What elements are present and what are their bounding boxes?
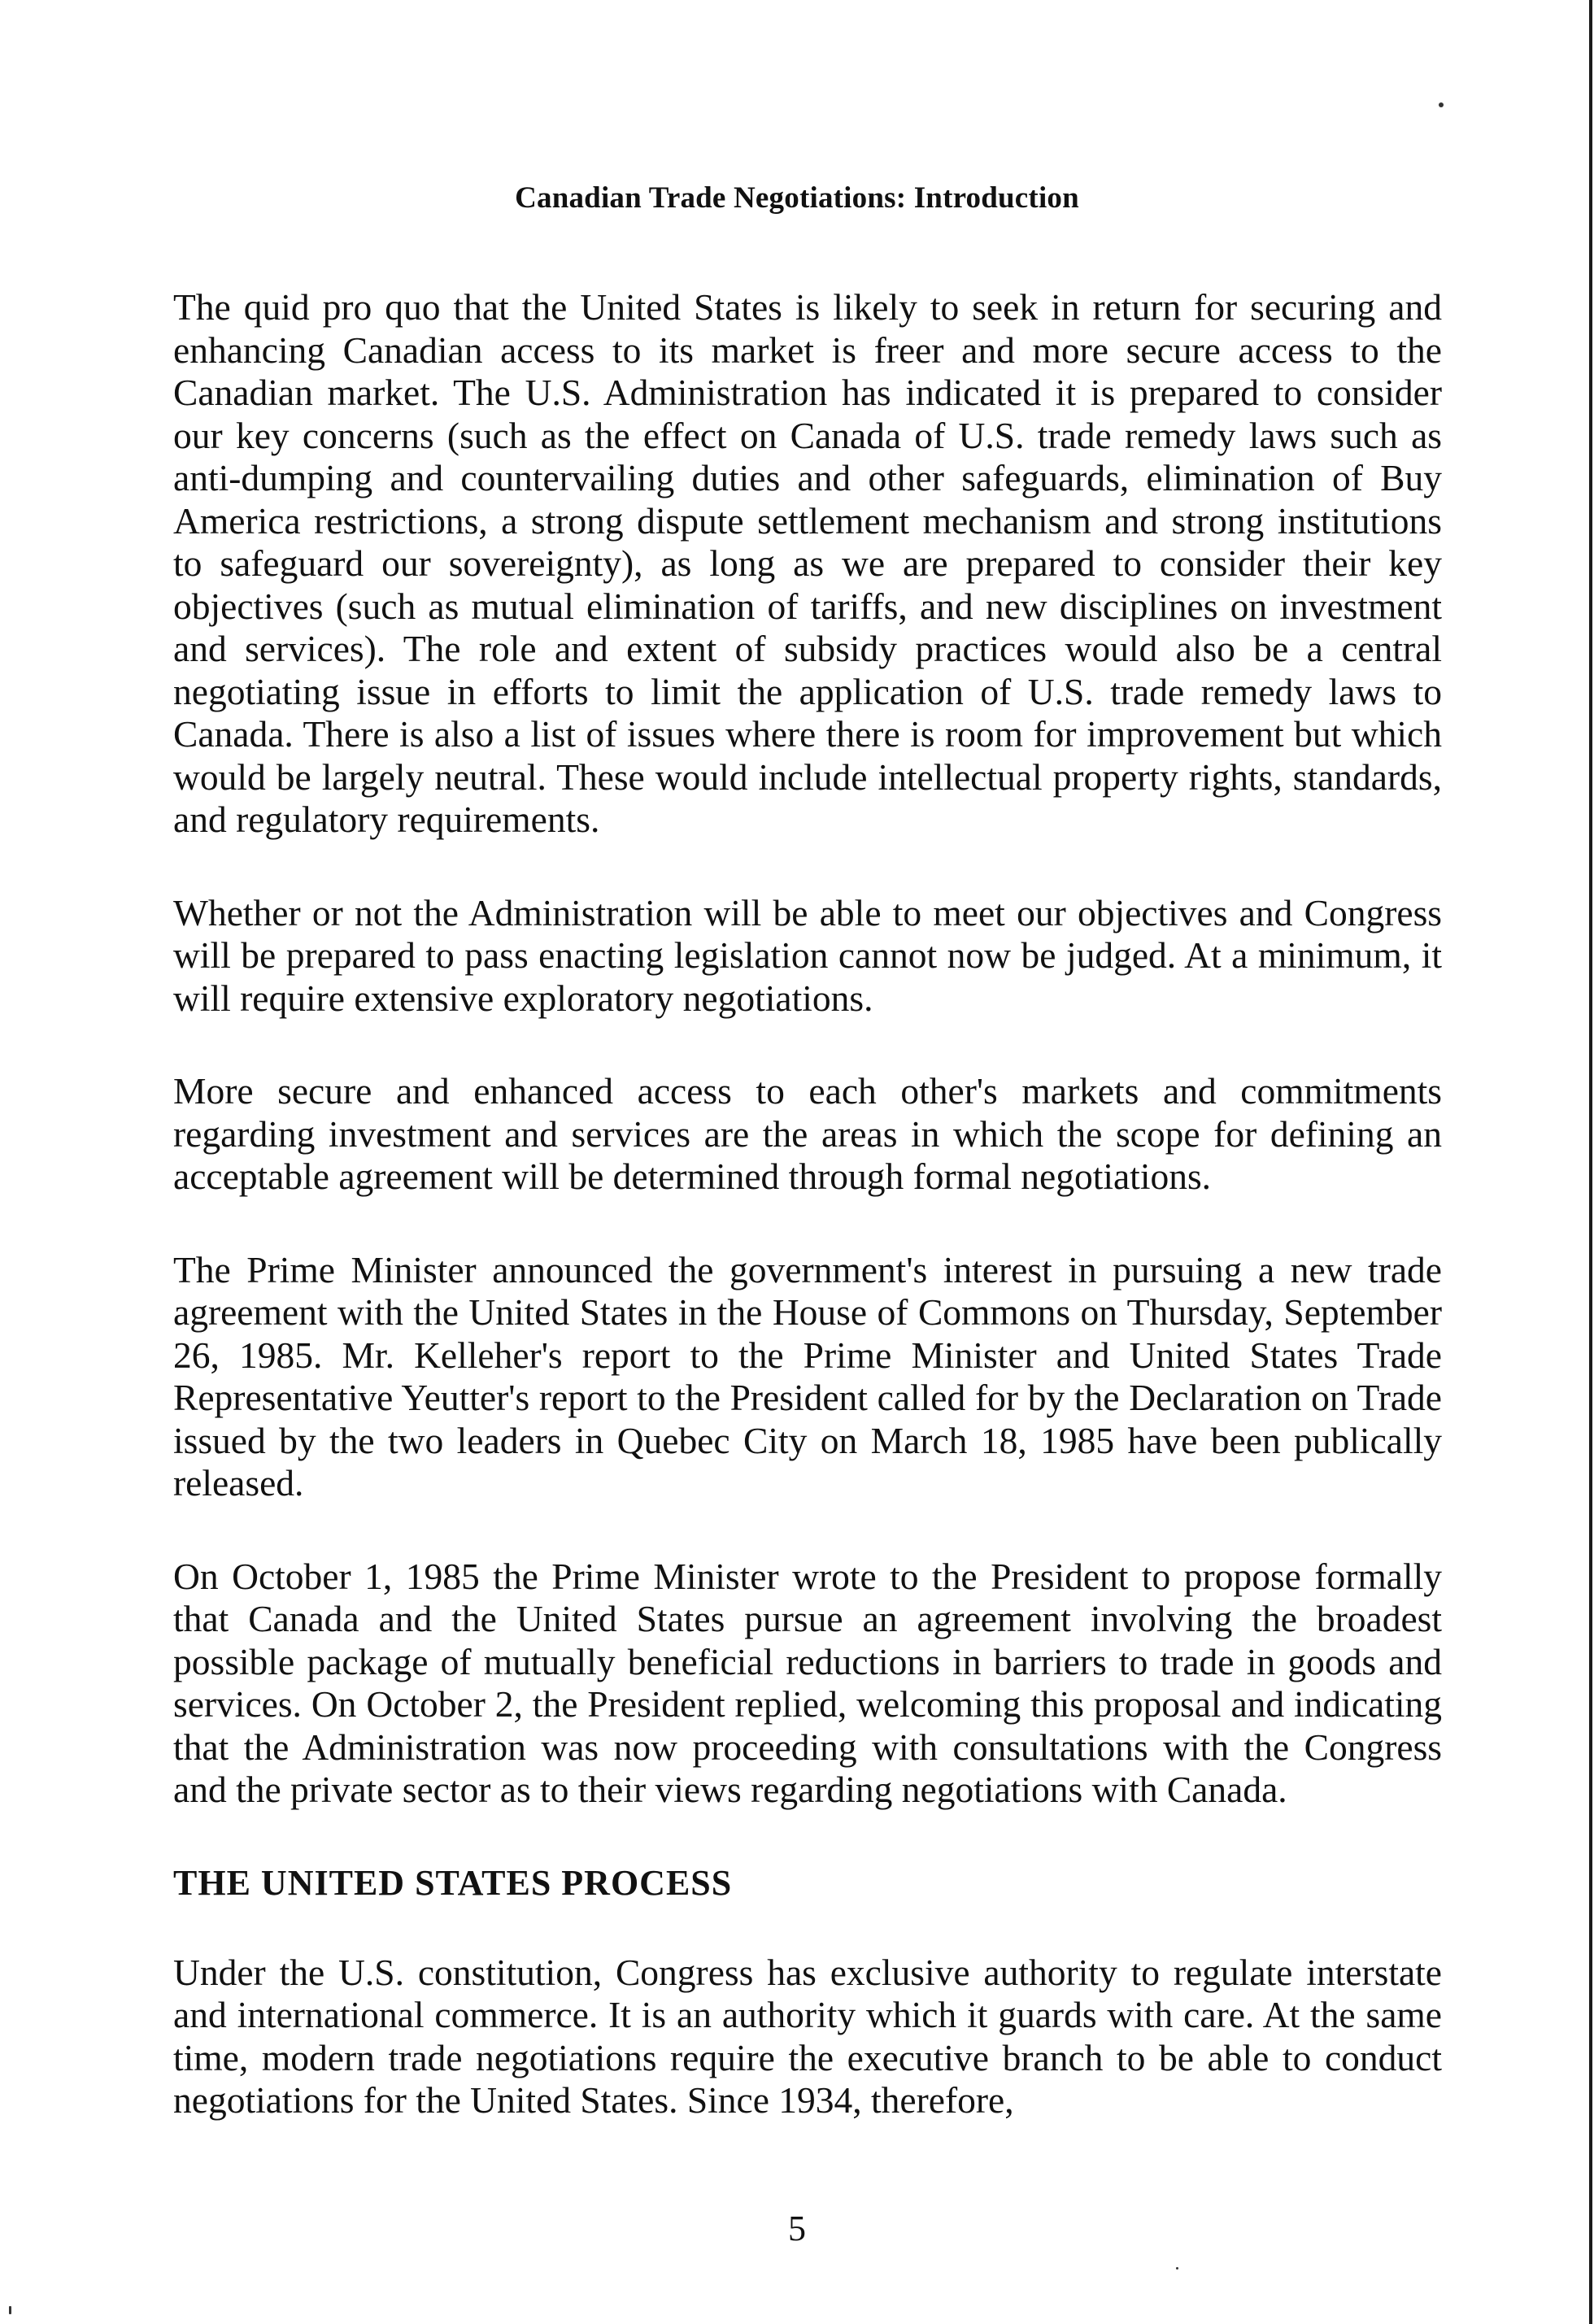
page-number: 5 — [788, 2209, 806, 2248]
running-head: Canadian Trade Negotiations: Introduction — [515, 181, 1079, 215]
paragraph-us-constitution: Under the U.S. constitution, Congress has exclusive authority to regulate interstate and international commerce. It is an authority which it guards with care. At the same time, modern trade negotiations require the executive branch to be able to conduct negotiations for the United States. Since 1934, therefore, — [173, 1951, 1442, 2121]
scan-edge-line — [1589, 0, 1592, 2324]
paragraph-prime-minister-announcement: The Prime Minister announced the government's interest in pursuing a new trade agreement with the United States in the House of Commons on Thursday, September 26, 1985. Mr. Kelleher's report to the Prime Minister and United States Trade Representative Yeutter's report to the President called for by the Declaration on Trade issued by the two leaders in Quebec City on March 18, 1985 have been publically released. — [173, 1248, 1442, 1504]
paragraph-enhanced-access: More secure and enhanced access to each other's markets and commitments regarding investment and services are the areas in which the scope for defining an acceptable agreement will be determined through formal negotiations. — [173, 1070, 1442, 1197]
scan-speck — [1439, 102, 1444, 107]
scan-speck — [1176, 2267, 1178, 2270]
paragraph-quid-pro-quo: The quid pro quo that the United States is likely to seek in return for securing and enhancing Canadian access to its market is freer and more secure access to the Canadian market. The U.S. Administration has indicated it is prepared to consider our key concerns (such as the effect on Canada of U.S. trade remedy laws such as anti-dumping and countervailing duties and other safeguards, elimination of Buy America restrictions, a strong dispute settlement mechanism and strong institutions to safeguard our sovereignty), as long as we are prepared to consider their key objectives (such as mutual elimination of tariffs, and new disciplines on investment and services). The role and extent of subsidy practices would also be a central negotiating issue in efforts to limit the application of U.S. trade remedy laws to Canada. There is also a list of issues where there is room for improvement but which would be largely neutral. These would include intellectual property rights, standards, and regulatory requirements. — [173, 286, 1442, 840]
scan-speck — [9, 2306, 11, 2314]
section-heading: THE UNITED STATES PROCESS — [173, 1862, 733, 1903]
body-text — [173, 286, 1442, 2173]
paragraph-october-letter: On October 1, 1985 the Prime Minister wrote to the President to propose formally that Canada and the United States pursue an agreement involving the broadest possible package of mutually beneficial reductions in barriers to trade in goods and services. On October 2, the President replied, welcoming this proposal and indicating that the Administration was now proceeding with consultations with the Congress and the private sector as to their views regarding negotiations with Canada. — [173, 1555, 1442, 1810]
paragraph-administration-objectives: Whether or not the Administration will be able to meet our objectives and Congress will be prepared to pass enacting legislation cannot now be judged. At a minimum, it will require extensive exploratory negotiations. — [173, 891, 1442, 1019]
